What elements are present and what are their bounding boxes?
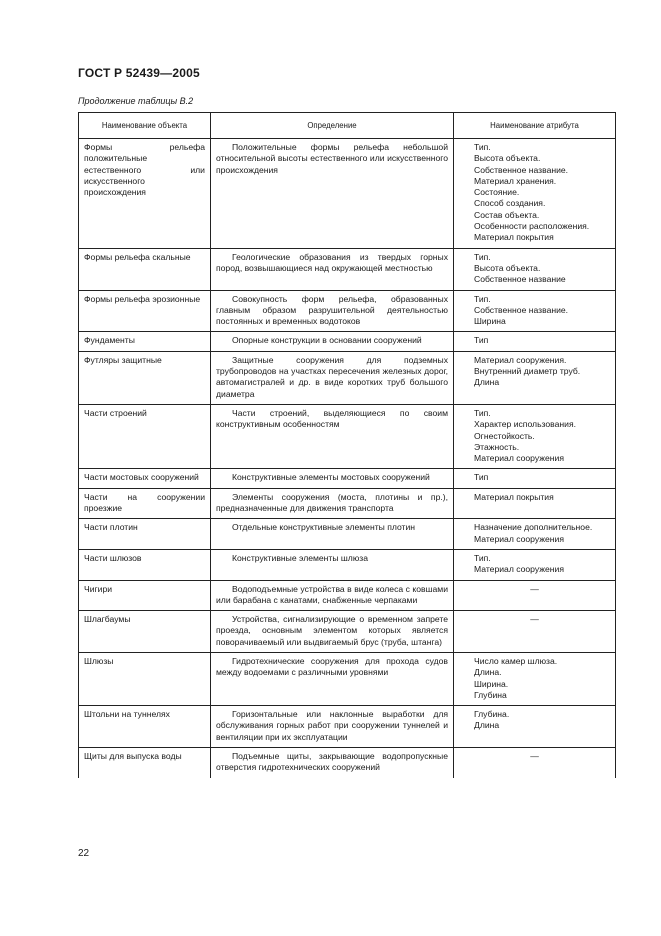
attribute-item: Материал сооружения xyxy=(474,453,564,464)
table-row xyxy=(79,580,616,611)
object-name-cell: Части плотин xyxy=(79,519,211,550)
attribute-item: Огнестойкость. xyxy=(474,430,535,441)
attribute-item: Этажность. xyxy=(474,441,520,452)
table-row xyxy=(79,469,616,488)
object-name-cell: Части на сооружении проезжие xyxy=(79,488,211,519)
attribute-item: Материал сооружения xyxy=(474,533,564,544)
definition-cell: Устройства, сигнализирующие о временном запрете проезда, основным элементом которых является поворачиваемый или выдвигаемый брус (труба, штанга) xyxy=(211,611,454,653)
attribute-cell xyxy=(454,549,616,580)
definition-cell: Горизонтальные или наклонные выработки для обслуживания горных работ при сооружении туннелей и вентиляции при их эксплуатации xyxy=(211,706,454,748)
attribute-item: — xyxy=(530,583,539,594)
attribute-item: — xyxy=(530,751,539,762)
attribute-item: Материал покрытия xyxy=(474,491,554,502)
attribute-cell xyxy=(454,139,616,249)
attribute-item: Ширина xyxy=(474,316,506,327)
attribute-cell xyxy=(454,351,616,404)
column-header-definition: Определение xyxy=(211,113,454,139)
attribute-item: Материал сооружения. xyxy=(474,354,567,365)
table-row xyxy=(79,706,616,748)
attribute-cell xyxy=(454,488,616,519)
table-caption: Продолжение таблицы В.2 xyxy=(78,96,194,106)
attribute-item: Длина xyxy=(474,720,500,731)
attribute-item: Ширина. xyxy=(474,678,509,689)
attribute-cell xyxy=(454,290,616,332)
attribute-item: Число камер шлюза. xyxy=(474,655,558,666)
attribute-item: Тип. xyxy=(474,407,491,418)
object-name-cell: Части мостовых сооружений xyxy=(79,469,211,488)
definition-cell: Положительные формы рельефа небольшой относительной высоты естественного или искусственного происхождения xyxy=(211,139,454,249)
object-name-cell: Части шлюзов xyxy=(79,549,211,580)
attribute-item: Собственное название. xyxy=(474,164,569,175)
object-name-cell: Части строений xyxy=(79,404,211,468)
attribute-item: Тип. xyxy=(474,293,491,304)
table-row xyxy=(79,549,616,580)
object-name-cell: Формы рельефа эрозионные xyxy=(79,290,211,332)
attribute-cell xyxy=(454,519,616,550)
object-name-cell: Щиты для выпуска воды xyxy=(79,748,211,778)
page-number: 22 xyxy=(78,848,90,859)
table-row xyxy=(79,332,616,351)
attribute-item: Материал покрытия xyxy=(474,232,554,243)
attribute-item: Материал хранения. xyxy=(474,175,557,186)
table-row xyxy=(79,519,616,550)
table-header-row xyxy=(79,113,616,139)
attribute-cell xyxy=(454,611,616,653)
attribute-cell xyxy=(454,469,616,488)
attribute-item: Материал сооружения xyxy=(474,564,564,575)
attribute-item: Собственное название xyxy=(474,274,566,285)
attribute-item: Собственное название. xyxy=(474,304,569,315)
column-header-attribute-name: Наименование атрибута xyxy=(454,113,616,139)
attribute-item: Внутренний диаметр труб. xyxy=(474,366,581,377)
table-row xyxy=(79,404,616,468)
table-body xyxy=(79,139,616,778)
table-row xyxy=(79,488,616,519)
definition-cell: Конструктивные элементы шлюза xyxy=(211,549,454,580)
object-name-cell: Футляры защитные xyxy=(79,351,211,404)
attribute-cell xyxy=(454,748,616,778)
definition-cell: Водоподъемные устройства в виде колеса с ковшами или барабана с канатами, снабженные черпаками xyxy=(211,580,454,611)
definition-cell: Конструктивные элементы мостовых сооружений xyxy=(211,469,454,488)
attribute-item: Высота объекта. xyxy=(474,262,541,273)
attribute-item: Назначение дополнительное. xyxy=(474,522,593,533)
attribute-item: Состав объекта. xyxy=(474,209,540,220)
attribute-item: Высота объекта. xyxy=(474,153,541,164)
attribute-cell xyxy=(454,652,616,705)
object-name-cell: Шлюзы xyxy=(79,652,211,705)
table-row xyxy=(79,748,616,778)
attribute-table xyxy=(78,112,616,778)
definition-cell: Подъемные щиты, закрывающие водопропускные отверстия гидротехнических сооружений xyxy=(211,748,454,778)
table-row xyxy=(79,611,616,653)
definition-cell: Гидротехнические сооружения для прохода судов между водоемами с различными уровнями xyxy=(211,652,454,705)
definition-cell: Геологические образования из твердых горных пород, возвышающиеся над окружающей местностью xyxy=(211,248,454,290)
attribute-item: Тип. xyxy=(474,142,491,152)
attribute-cell xyxy=(454,404,616,468)
attribute-item: Глубина. xyxy=(474,709,510,720)
definition-cell: Опорные конструкции в основании сооружений xyxy=(211,332,454,351)
table-row xyxy=(79,351,616,404)
attribute-item: Способ создания. xyxy=(474,198,546,209)
column-header-object-name: Наименование объекта xyxy=(79,113,211,139)
attribute-item: Особенности расположения. xyxy=(474,221,590,232)
definition-cell: Отдельные конструктивные элементы плотин xyxy=(211,519,454,550)
attribute-cell xyxy=(454,332,616,351)
definition-cell: Элементы сооружения (моста, плотины и пр.), предназначенные для движения транспорта xyxy=(211,488,454,519)
attribute-item: Длина xyxy=(474,377,500,388)
attribute-item: Состояние. xyxy=(474,187,520,198)
definition-cell: Части строений, выделяющиеся по своим конструктивным особенностям xyxy=(211,404,454,468)
attribute-item: Тип. xyxy=(474,552,491,563)
definition-cell: Совокупность форм рельефа, образованных главным образом разрушительной деятельностью постоянных и временных водотоков xyxy=(211,290,454,332)
attribute-item: — xyxy=(530,614,539,625)
object-name-cell: Штольни на туннелях xyxy=(79,706,211,748)
attribute-item: Тип xyxy=(474,335,489,346)
attribute-item: Тип. xyxy=(474,251,491,262)
attribute-cell xyxy=(454,706,616,748)
object-name-cell: Формы рельефа положительные естественного или искусственного происхождения xyxy=(79,139,211,249)
table-row xyxy=(79,248,616,290)
object-name-cell: Формы рельефа скальные xyxy=(79,248,211,290)
attribute-item: Характер использования. xyxy=(474,419,577,430)
table-row xyxy=(79,652,616,705)
attribute-item: Глубина xyxy=(474,689,507,700)
table-row xyxy=(79,139,616,249)
table-row xyxy=(79,290,616,332)
attribute-cell xyxy=(454,580,616,611)
object-name-cell: Чигири xyxy=(79,580,211,611)
attribute-item: Длина. xyxy=(474,667,502,678)
object-name-cell: Шлагбаумы xyxy=(79,611,211,653)
attribute-item: Тип xyxy=(474,472,489,483)
attribute-cell xyxy=(454,248,616,290)
document-header: ГОСТ Р 52439—2005 xyxy=(78,66,200,80)
definition-cell: Защитные сооружения для подземных трубопроводов на участках пересечения железных дорог, автомагистралей и др. в виде коротких труб большого диаметра xyxy=(211,351,454,404)
object-name-cell: Фундаменты xyxy=(79,332,211,351)
